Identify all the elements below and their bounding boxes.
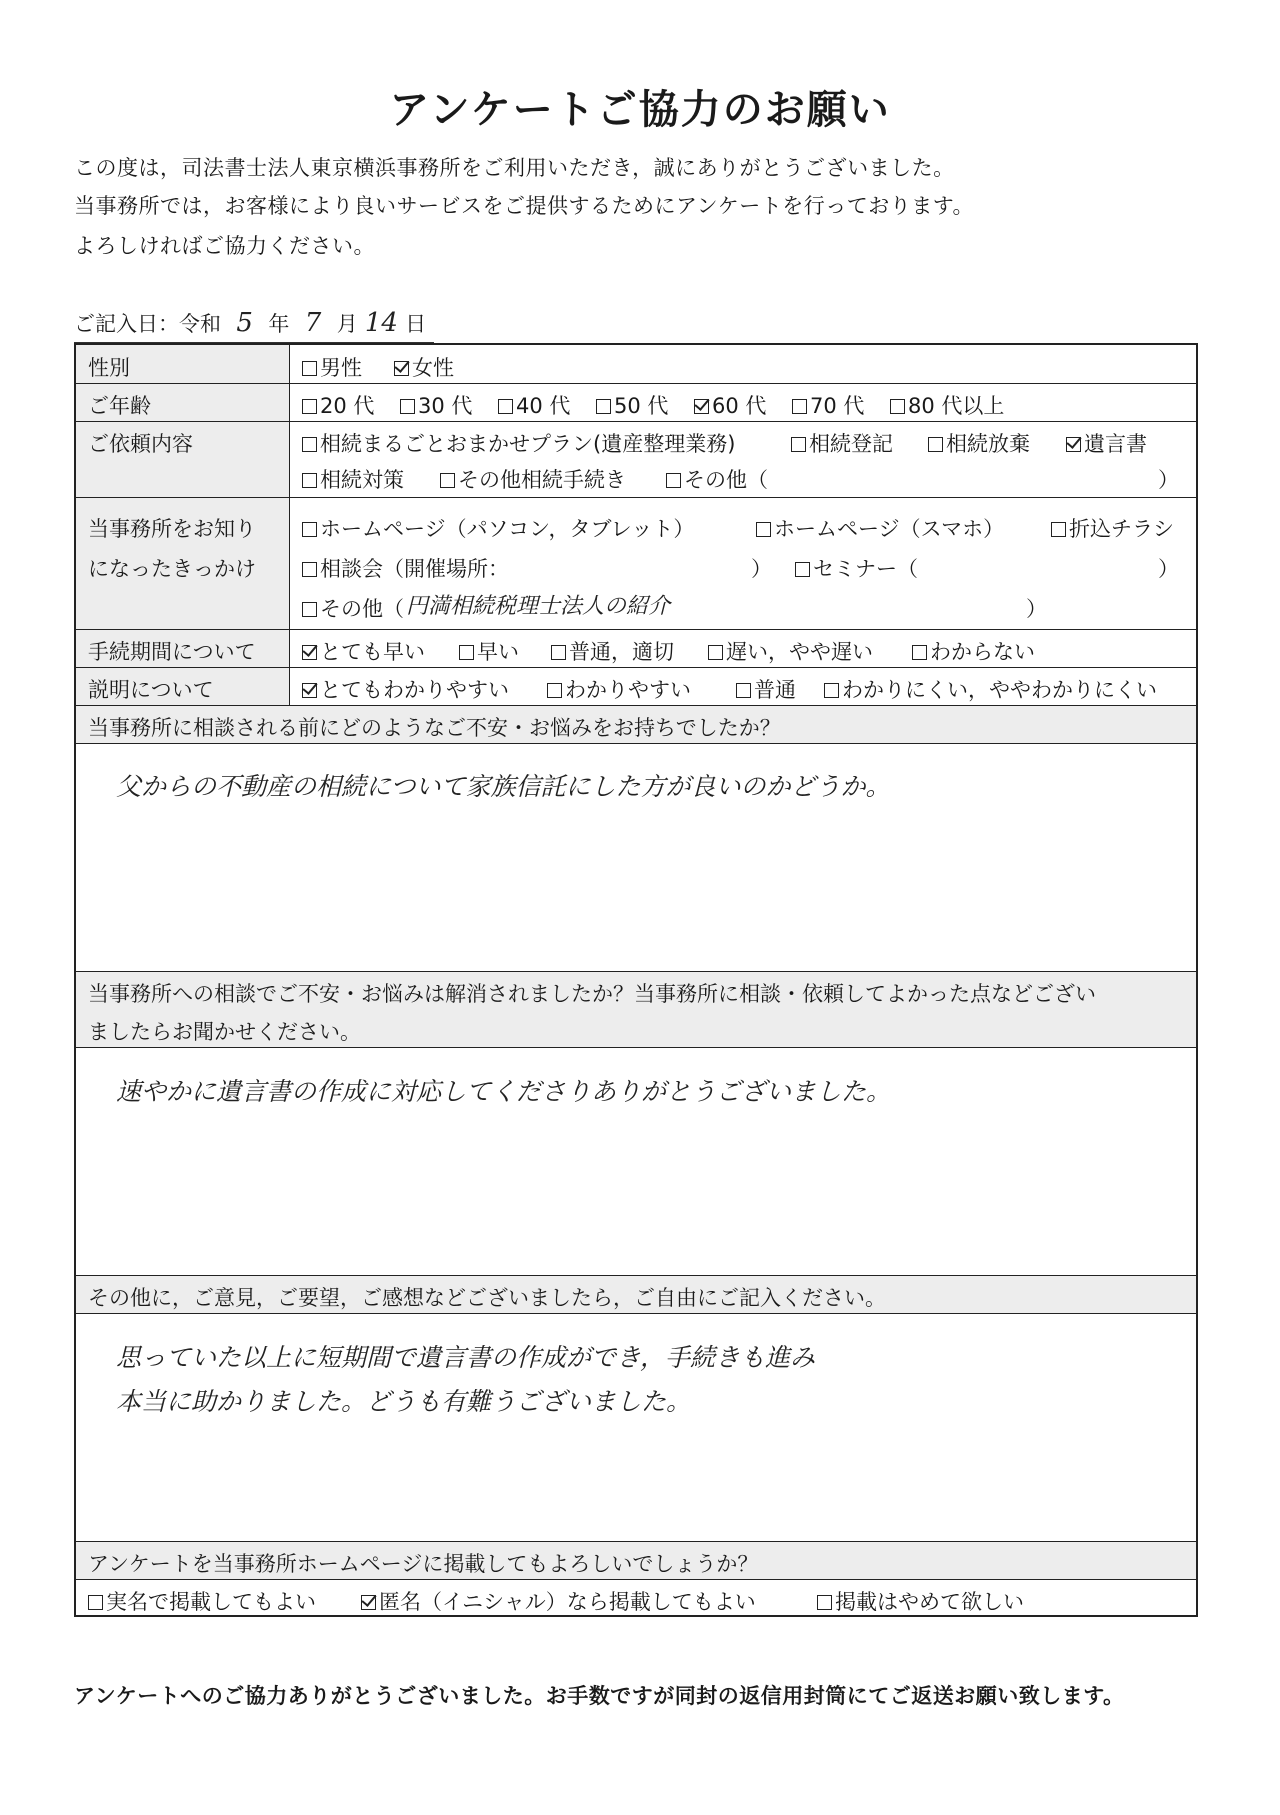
period-option-slow[interactable]: 遅い，やや遅い bbox=[708, 636, 873, 666]
period-option-fast[interactable]: 早い bbox=[459, 636, 519, 666]
q2-question-line-2: ましたらお聞かせください。 bbox=[88, 1020, 361, 1044]
checkbox-icon[interactable] bbox=[459, 645, 474, 660]
explanation-option-very-clear[interactable]: とてもわかりやすい bbox=[302, 674, 509, 704]
age-option-50[interactable]: 50 代 bbox=[596, 390, 668, 420]
row-divider bbox=[76, 705, 1196, 706]
q3-answer-line-1[interactable]: 思っていた以上に短期間で遺言書の作成ができ，手続きも進み bbox=[116, 1343, 816, 1372]
checkbox-icon[interactable] bbox=[596, 399, 611, 414]
publish-option-anonymous[interactable]: 匿名（イニシャル）なら掲載してもよい bbox=[361, 1586, 756, 1616]
publish-option-real-name[interactable]: 実名で掲載してもよい bbox=[88, 1586, 316, 1616]
date-label: ご記入日：令和 bbox=[74, 312, 221, 336]
checkbox-icon[interactable] bbox=[928, 437, 943, 452]
row-divider bbox=[76, 1541, 1196, 1542]
q3-question: その他に，ご意見，ご要望，ご感想などございましたら，ご自由にご記入ください。 bbox=[88, 1286, 886, 1310]
source-label-line-2: になったきっかけ bbox=[88, 557, 256, 581]
column-divider bbox=[289, 345, 290, 705]
date-year-unit: 年 bbox=[268, 312, 290, 336]
checked-checkbox-icon[interactable] bbox=[1066, 437, 1081, 452]
row-divider bbox=[76, 1579, 1196, 1580]
row-divider bbox=[76, 743, 1196, 744]
q1-answer[interactable]: 父からの不動産の相続について家族信託にした方が良いのかどうか。 bbox=[116, 772, 891, 801]
checkbox-icon[interactable] bbox=[666, 473, 681, 488]
checkbox-icon[interactable] bbox=[912, 645, 927, 660]
age-label: ご年齢 bbox=[88, 394, 151, 418]
intro-line-2: 当事務所では，お客様により良いサービスをご提供するためにアンケートを行っております。 bbox=[74, 194, 975, 218]
checkbox-icon[interactable] bbox=[302, 399, 317, 414]
period-option-unknown[interactable]: わからない bbox=[912, 636, 1035, 666]
gender-option-male[interactable]: 男性 bbox=[302, 352, 362, 382]
intro-line-1: この度は，司法書士法人東京横浜事務所をご利用いただき，誠にありがとうございました。 bbox=[74, 156, 955, 180]
q3-answer-line-2[interactable]: 本当に助かりました。どうも有難うございました。 bbox=[116, 1387, 692, 1416]
footer-thanks: アンケートへのご協力ありがとうございました。お手数ですが同封の返信用封筒にてご返送お願い致します。 bbox=[74, 1684, 1125, 1708]
checkbox-icon[interactable] bbox=[1051, 522, 1066, 537]
checkbox-icon[interactable] bbox=[795, 562, 810, 577]
date-day[interactable]: 14 bbox=[364, 308, 398, 338]
checkbox-icon[interactable] bbox=[547, 683, 562, 698]
row-divider bbox=[76, 1275, 1196, 1276]
source-option-flyer[interactable]: 折込チラシ bbox=[1051, 513, 1174, 543]
request-other-close: ） bbox=[1158, 468, 1179, 492]
intro-line-3: よろしければご協力ください。 bbox=[74, 234, 375, 258]
request-option-other-procedures[interactable]: その他相続手続き bbox=[440, 464, 626, 494]
checkbox-icon[interactable] bbox=[756, 522, 771, 537]
date-year[interactable]: 5 bbox=[236, 308, 253, 338]
checkbox-icon[interactable] bbox=[302, 473, 317, 488]
row-divider bbox=[76, 971, 1196, 972]
request-option-registration[interactable]: 相続登記 bbox=[791, 428, 893, 458]
checkbox-icon[interactable] bbox=[736, 683, 751, 698]
source-option-homepage-pc[interactable]: ホームページ（パソコン，タブレット） bbox=[302, 513, 694, 543]
checkbox-icon[interactable] bbox=[498, 399, 513, 414]
q2-question-line-1: 当事務所への相談でご不安・お悩みは解消されましたか？当事務所に相談・依頼してよかった点などござい bbox=[88, 982, 1096, 1006]
period-option-normal[interactable]: 普通，適切 bbox=[551, 636, 674, 666]
checkbox-icon[interactable] bbox=[708, 645, 723, 660]
checkbox-icon[interactable] bbox=[792, 399, 807, 414]
row-divider bbox=[76, 497, 1196, 498]
checkbox-icon[interactable] bbox=[890, 399, 905, 414]
explanation-option-normal[interactable]: 普通 bbox=[736, 674, 796, 704]
checkbox-icon[interactable] bbox=[440, 473, 455, 488]
age-option-20[interactable]: 20 代 bbox=[302, 390, 374, 420]
row-divider bbox=[76, 629, 1196, 630]
row-divider bbox=[76, 667, 1196, 668]
date-month[interactable]: 7 bbox=[304, 308, 322, 338]
publish-option-no[interactable]: 掲載はやめて欲しい bbox=[817, 1586, 1024, 1616]
source-seminar-close: ） bbox=[1158, 557, 1179, 581]
row-divider bbox=[76, 421, 1196, 422]
source-option-homepage-phone[interactable]: ホームページ（スマホ） bbox=[756, 513, 1004, 543]
checked-checkbox-icon[interactable] bbox=[361, 1595, 376, 1610]
checkbox-icon[interactable] bbox=[400, 399, 415, 414]
q2-answer[interactable]: 速やかに遺言書の作成に対応してくださりありがとうございました。 bbox=[116, 1077, 892, 1106]
explanation-option-unclear[interactable]: わかりにくい，ややわかりにくい bbox=[824, 674, 1157, 704]
gender-option-female[interactable]: 女性 bbox=[394, 352, 454, 382]
checked-checkbox-icon[interactable] bbox=[302, 645, 317, 660]
checked-checkbox-icon[interactable] bbox=[694, 399, 709, 414]
row-divider bbox=[76, 1313, 1196, 1314]
source-consultation-close: ） bbox=[751, 557, 772, 581]
checkbox-icon[interactable] bbox=[88, 1595, 103, 1610]
checkbox-icon[interactable] bbox=[302, 562, 317, 577]
source-option-seminar[interactable]: セミナー（ bbox=[795, 553, 918, 583]
age-option-60[interactable]: 60 代 bbox=[694, 390, 766, 420]
checkbox-icon[interactable] bbox=[302, 437, 317, 452]
checkbox-icon[interactable] bbox=[302, 361, 317, 376]
checkbox-icon[interactable] bbox=[302, 522, 317, 537]
explanation-option-clear[interactable]: わかりやすい bbox=[547, 674, 691, 704]
date-day-unit: 日 bbox=[405, 312, 427, 336]
source-option-consultation[interactable]: 相談会（開催場所： bbox=[302, 553, 509, 583]
source-option-other[interactable]: その他（ bbox=[302, 593, 404, 623]
checkbox-icon[interactable] bbox=[791, 437, 806, 452]
page-title: アンケートご協力のお願い bbox=[389, 87, 891, 133]
checkbox-icon[interactable] bbox=[302, 602, 317, 617]
publish-question: アンケートを当事務所ホームページに掲載してもよろしいでしょうか？ bbox=[88, 1552, 759, 1576]
period-label: 手続期間について bbox=[88, 640, 256, 664]
request-option-renunciation[interactable]: 相続放棄 bbox=[928, 428, 1030, 458]
source-other-value[interactable]: 円満相続税理士法人の紹介 bbox=[406, 594, 671, 619]
age-option-80-plus[interactable]: 80 代以上 bbox=[890, 390, 1004, 420]
age-option-40[interactable]: 40 代 bbox=[498, 390, 570, 420]
checkbox-icon[interactable] bbox=[551, 645, 566, 660]
row-divider bbox=[76, 1047, 1196, 1048]
request-option-planning[interactable]: 相続対策 bbox=[302, 464, 404, 494]
q1-question: 当事務所に相談される前にどのようなご不安・お悩みをお持ちでしたか？ bbox=[88, 716, 781, 740]
row-divider bbox=[76, 383, 1196, 384]
gender-label: 性別 bbox=[88, 356, 130, 380]
entry-date bbox=[74, 308, 434, 343]
request-option-will[interactable]: 遺言書 bbox=[1066, 428, 1147, 458]
source-label-line-1: 当事務所をお知り bbox=[88, 517, 256, 541]
explanation-label: 説明について bbox=[88, 678, 214, 702]
request-option-other[interactable]: その他（ bbox=[666, 464, 768, 494]
date-month-unit: 月 bbox=[336, 312, 358, 336]
checkbox-icon[interactable] bbox=[817, 1595, 832, 1610]
checkbox-icon[interactable] bbox=[824, 683, 839, 698]
survey-form bbox=[74, 343, 1198, 1617]
age-option-30[interactable]: 30 代 bbox=[400, 390, 472, 420]
request-option-full-plan[interactable]: 相続まるごとおまかせプラン(遺産整理業務) bbox=[302, 428, 735, 458]
period-option-very-fast[interactable]: とても早い bbox=[302, 636, 425, 666]
source-other-close: ） bbox=[1026, 597, 1047, 621]
checked-checkbox-icon[interactable] bbox=[302, 683, 317, 698]
age-option-70[interactable]: 70 代 bbox=[792, 390, 864, 420]
checked-checkbox-icon[interactable] bbox=[394, 361, 409, 376]
request-label: ご依頼内容 bbox=[88, 432, 193, 456]
